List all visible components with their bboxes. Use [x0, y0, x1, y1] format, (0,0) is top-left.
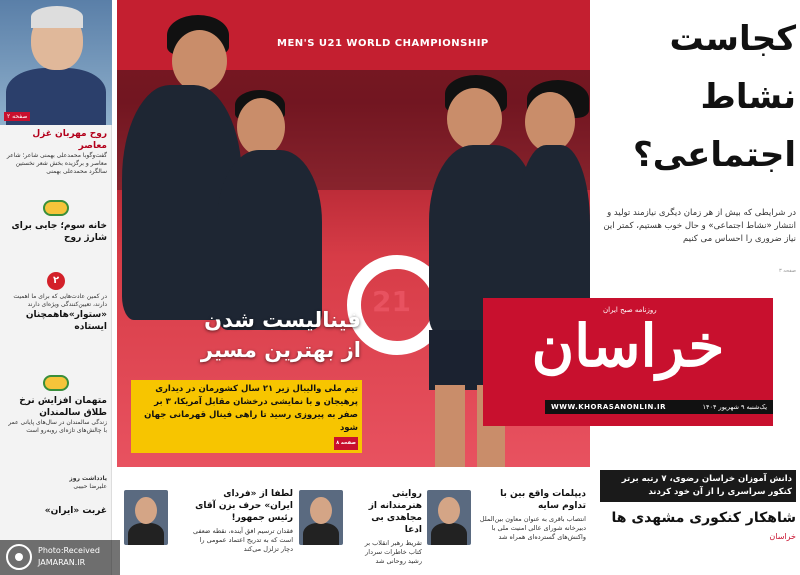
konkur-logo: خراسان	[769, 532, 796, 541]
caption-page-tag: صفحه ۸	[334, 437, 358, 450]
bottom-story-1-title: دیپلمات واقع بین با تداوم سایه	[500, 489, 586, 511]
player-3-leg	[435, 385, 465, 467]
bottom-story-2[interactable]	[354, 478, 426, 575]
player-2	[217, 150, 322, 330]
left-story-4-title: متهمان افزایش نرخ طلاق سالمندان	[19, 396, 107, 418]
left-story-1-title: روح مهربان غزل معاصر	[32, 129, 107, 151]
player-3-head	[447, 88, 502, 150]
masthead-subtitle: روزنامه صبح ایران	[603, 306, 657, 314]
player-2-head	[237, 98, 285, 156]
tournament-logo-number: 21	[372, 285, 411, 318]
bottom-story-2-title: روایتی هنرمندانه از مجاهدی بی ادعا	[368, 489, 422, 535]
masthead-date: یک‌شنبه ۹ شهریور ۱۴۰۴	[702, 403, 767, 411]
left-story-3-text: در کمین عادت‌هایی که برای ما اهمیت دارند، تعیین‌کنندگی ویژه‌ای دارند	[13, 293, 107, 308]
left-story-2-title: خانه سوم؛ جایی برای شارژ روح	[11, 221, 107, 243]
bottom-story-3-title: لطفا از «فردای ایران» حرف بزن آقای رئیس جمهور!	[195, 489, 293, 523]
left-story-3[interactable]	[0, 272, 112, 333]
main-headline-line-2: نشاط	[700, 77, 796, 117]
bottom-story-3-text: فقدان ترسیم افق آینده، نقطه ضعفی است که به تدریج اعتماد عمومی را دچار تزلزل می‌کند	[193, 527, 293, 553]
masthead-url[interactable]: WWW.KHORASANONLIN.IR	[551, 403, 666, 411]
bottom-story-2-text: تقریظ رهبر انقلاب بر کتاب خاطرات سردار رشید روحانی شد	[364, 539, 422, 565]
left-story-4[interactable]	[0, 375, 112, 435]
page-number-badge: ۲	[47, 272, 65, 290]
photo-headline[interactable]	[117, 305, 361, 365]
bottom-story-1-text: انتصاب باقری به عنوان معاون بین‌الملل دبیرخانه شورای عالی امنیت ملی با واکنش‌های گسترده‌ای همراه شد	[479, 515, 586, 541]
photo-caption-text: تیم ملی والیبال زیر ۲۱ سال کشورمان در دیداری پرهیجان و با نمایشی درخشان مقابل آمریکا، ۳ بر صفر به پیروزی رسید تا راهی فینال قهرمانی جهان شود	[144, 384, 358, 433]
author-portrait	[0, 0, 112, 125]
lead-page-tag: صفحه ۳	[779, 268, 796, 274]
left-story-1[interactable]	[0, 128, 112, 176]
konkur-story[interactable]	[600, 470, 796, 575]
masthead-logo: خراسان	[531, 312, 725, 380]
daily-note-headline: غربت «ایران»	[44, 506, 107, 516]
main-headline[interactable]	[590, 10, 796, 184]
section-logo-icon	[43, 375, 69, 391]
konkur-headline: شاهکار کنکوری مشهدی ها	[611, 510, 796, 526]
bottom-stories	[117, 478, 590, 575]
player-4-head	[525, 92, 575, 152]
photo-headline-line-2: از بهترین مسیر	[200, 338, 361, 362]
section-logo-icon	[43, 200, 69, 216]
masthead[interactable]	[483, 298, 773, 426]
left-column	[0, 0, 112, 575]
bottom-story-3[interactable]	[192, 478, 297, 575]
left-story-2[interactable]	[0, 200, 112, 244]
photo-credit-line-2: JAMARAN.IR	[38, 558, 86, 567]
konkur-kicker: دانش آموزان خراسان رضوی، ۷ رتبه برتر کنکور سراسری را از آن خود کردند	[600, 470, 796, 502]
left-story-3-title: «ستوار»هاهمچنان ایستاده	[25, 310, 107, 332]
player-1-head	[172, 30, 227, 92]
masthead-meta	[483, 428, 773, 464]
daily-note[interactable]	[0, 475, 112, 517]
camera-icon	[6, 544, 32, 570]
main-headline-line-3: اجتماعی؟	[633, 135, 796, 175]
daily-note-author: علیرضا حبیبی	[73, 483, 107, 490]
left-story-4-text: زندگی سالمندان در سال‌های پایانی عمر با چالش‌های تازه‌ای روبه‌رو است	[8, 419, 107, 434]
story-2-thumb	[299, 490, 343, 545]
left-story-1-text: گفت‌وگوبا محمدعلی بهمنی شاعر؛ شاعر معاصر و برگزیده بخش شعر نخستین سالگرد محمدعلی بهمنی	[6, 152, 107, 175]
photo-headline-line-1: فینالیست شدن	[204, 308, 361, 332]
main-lead: در شرایطی که بیش از هر زمان دیگری نیازمند تولید و انتشار «نشاط اجتماعی» و حال خوب هستیم، کمتر این نیاز ضروری را احساس می کنیم	[603, 208, 796, 244]
story-1-thumb	[427, 490, 471, 545]
photo-credit-line-1: Photo:Received	[38, 546, 100, 555]
bottom-story-1[interactable]	[477, 478, 590, 575]
main-headline-line-1: کجاست	[669, 19, 796, 59]
banner-text: MEN'S U21 WORLD CHAMPIONSHIP	[277, 38, 489, 49]
photo-caption	[131, 380, 362, 453]
daily-note-label: یادداشت روز	[69, 475, 107, 482]
story-3-thumb	[124, 490, 168, 545]
page-tag: صفحه ۲	[4, 112, 30, 121]
